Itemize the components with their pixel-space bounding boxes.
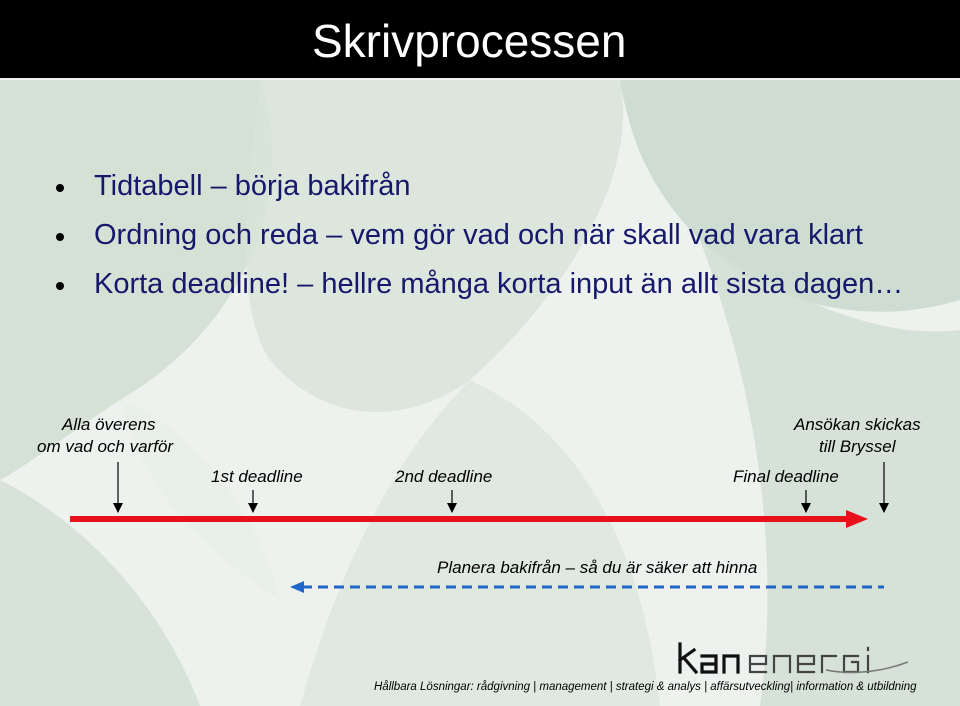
bullet-text: Korta deadline! – hellre många korta input än allt sista dagen… xyxy=(94,268,904,300)
deadline-1-arrowhead xyxy=(248,503,258,513)
bullet-text: Tidtabell – börja bakifrån xyxy=(94,170,411,202)
start-label-line1: Alla överens xyxy=(62,415,156,434)
deadline-2-label: 2nd deadline xyxy=(395,467,493,486)
footer-text: Hållbara Lösningar: rådgivning | management | strategi & analys | affärsutveckling| information & utbildning xyxy=(374,681,917,693)
deadline-2-arrowhead xyxy=(447,503,457,513)
plan-label: Planera bakifrån – så du är säker att hinna xyxy=(437,558,758,577)
end-label-line1: Ansökan skickas xyxy=(794,415,921,434)
deadline-final-arrowhead xyxy=(801,503,811,513)
deadline-1-label: 1st deadline xyxy=(211,467,303,486)
start-milestone-arrowhead xyxy=(113,503,123,513)
end-label-line2: till Bryssel xyxy=(819,437,896,456)
start-label-line2: om vad och varför xyxy=(37,437,174,456)
kanenergi-logo xyxy=(676,640,916,676)
bullet-text: Ordning och reda – vem gör vad och när skall vad vara klart xyxy=(94,219,863,251)
end-milestone-arrowhead xyxy=(879,503,889,513)
backward-planning-arrowhead xyxy=(290,581,304,593)
main-timeline-arrowhead xyxy=(846,510,868,528)
deadline-final-label: Final deadline xyxy=(733,467,839,486)
slide-title: Skrivprocessen xyxy=(312,15,627,67)
